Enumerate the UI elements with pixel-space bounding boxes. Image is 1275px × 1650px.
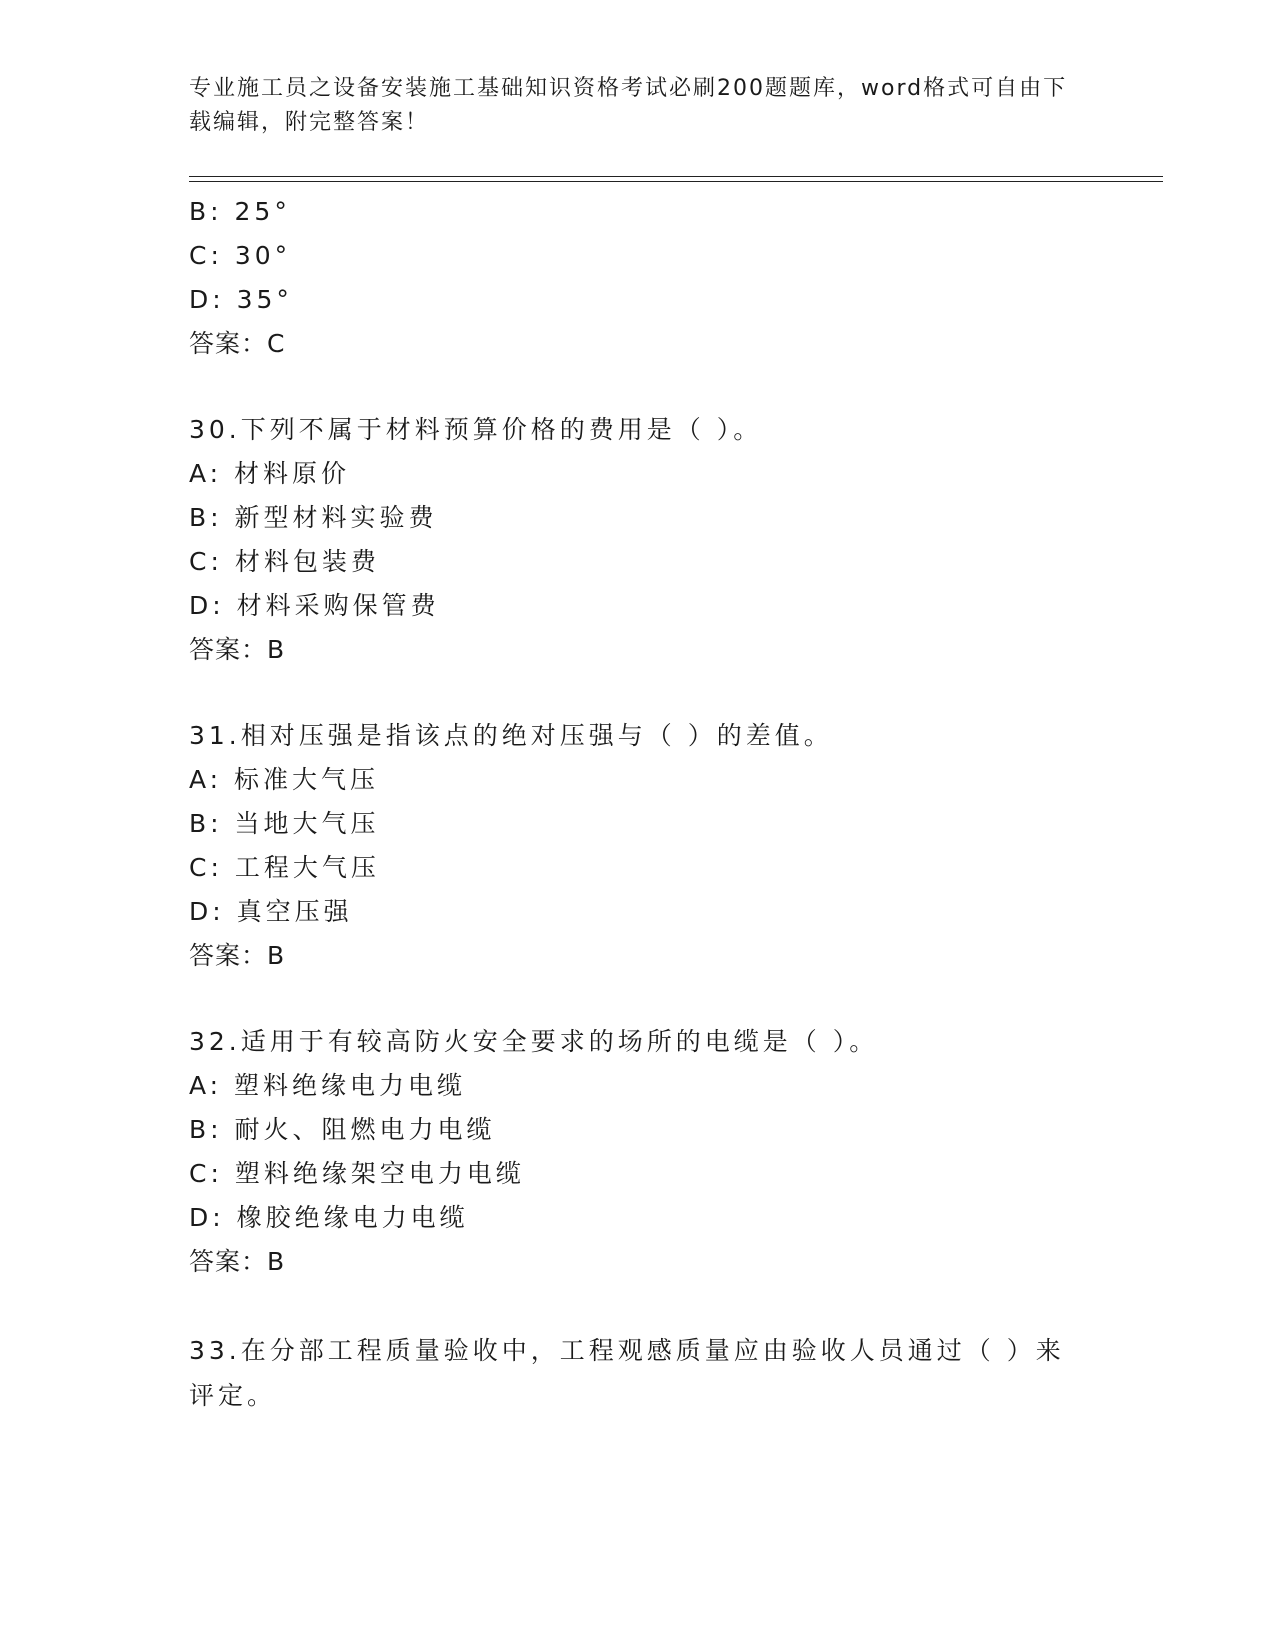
answer-text: 答案：B <box>189 1247 286 1276</box>
option-a: A: 塑料绝缘电力电缆 <box>189 1071 467 1100</box>
question-stem: 30.下列不属于材料预算价格的费用是（ ）。 <box>189 415 763 444</box>
option-c: C: 30° <box>189 241 292 270</box>
question-stem: 32.适用于有较高防火安全要求的场所的电缆是（ ）。 <box>189 1027 879 1056</box>
option-b: B: 新型材料实验费 <box>189 503 438 532</box>
option-c: C: 工程大气压 <box>189 853 380 882</box>
option-d: D: 橡胶绝缘电力电缆 <box>189 1203 469 1232</box>
option-a: A: 材料原价 <box>189 459 351 488</box>
document-header: 专业施工员之设备安装施工基础知识资格考试必刷200题题库，word格式可自由下载编辑，附完整答案！ <box>189 76 1068 135</box>
option-b: B: 耐火、阻燃电力电缆 <box>189 1115 496 1144</box>
question-stem: 33.在分部工程质量验收中，工程观感质量应由验收人员通过（ ）来评定。 <box>189 1336 1065 1410</box>
question-stem: 31.相对压强是指该点的绝对压强与（ ）的差值。 <box>189 721 833 750</box>
option-d: D: 35° <box>189 285 293 314</box>
option-a: A: 标准大气压 <box>189 765 380 794</box>
option-b: B: 当地大气压 <box>189 809 380 838</box>
option-d: D: 真空压强 <box>189 897 353 926</box>
option-b: B: 25° <box>189 197 291 226</box>
answer-text: 答案：C <box>189 329 286 358</box>
header-divider-top <box>189 176 1163 177</box>
option-d: D: 材料采购保管费 <box>189 591 440 620</box>
header-divider-bottom <box>189 181 1163 182</box>
answer-text: 答案：B <box>189 941 286 970</box>
option-c: C: 塑料绝缘架空电力电缆 <box>189 1159 525 1188</box>
answer-text: 答案：B <box>189 635 286 664</box>
option-c: C: 材料包装费 <box>189 547 380 576</box>
